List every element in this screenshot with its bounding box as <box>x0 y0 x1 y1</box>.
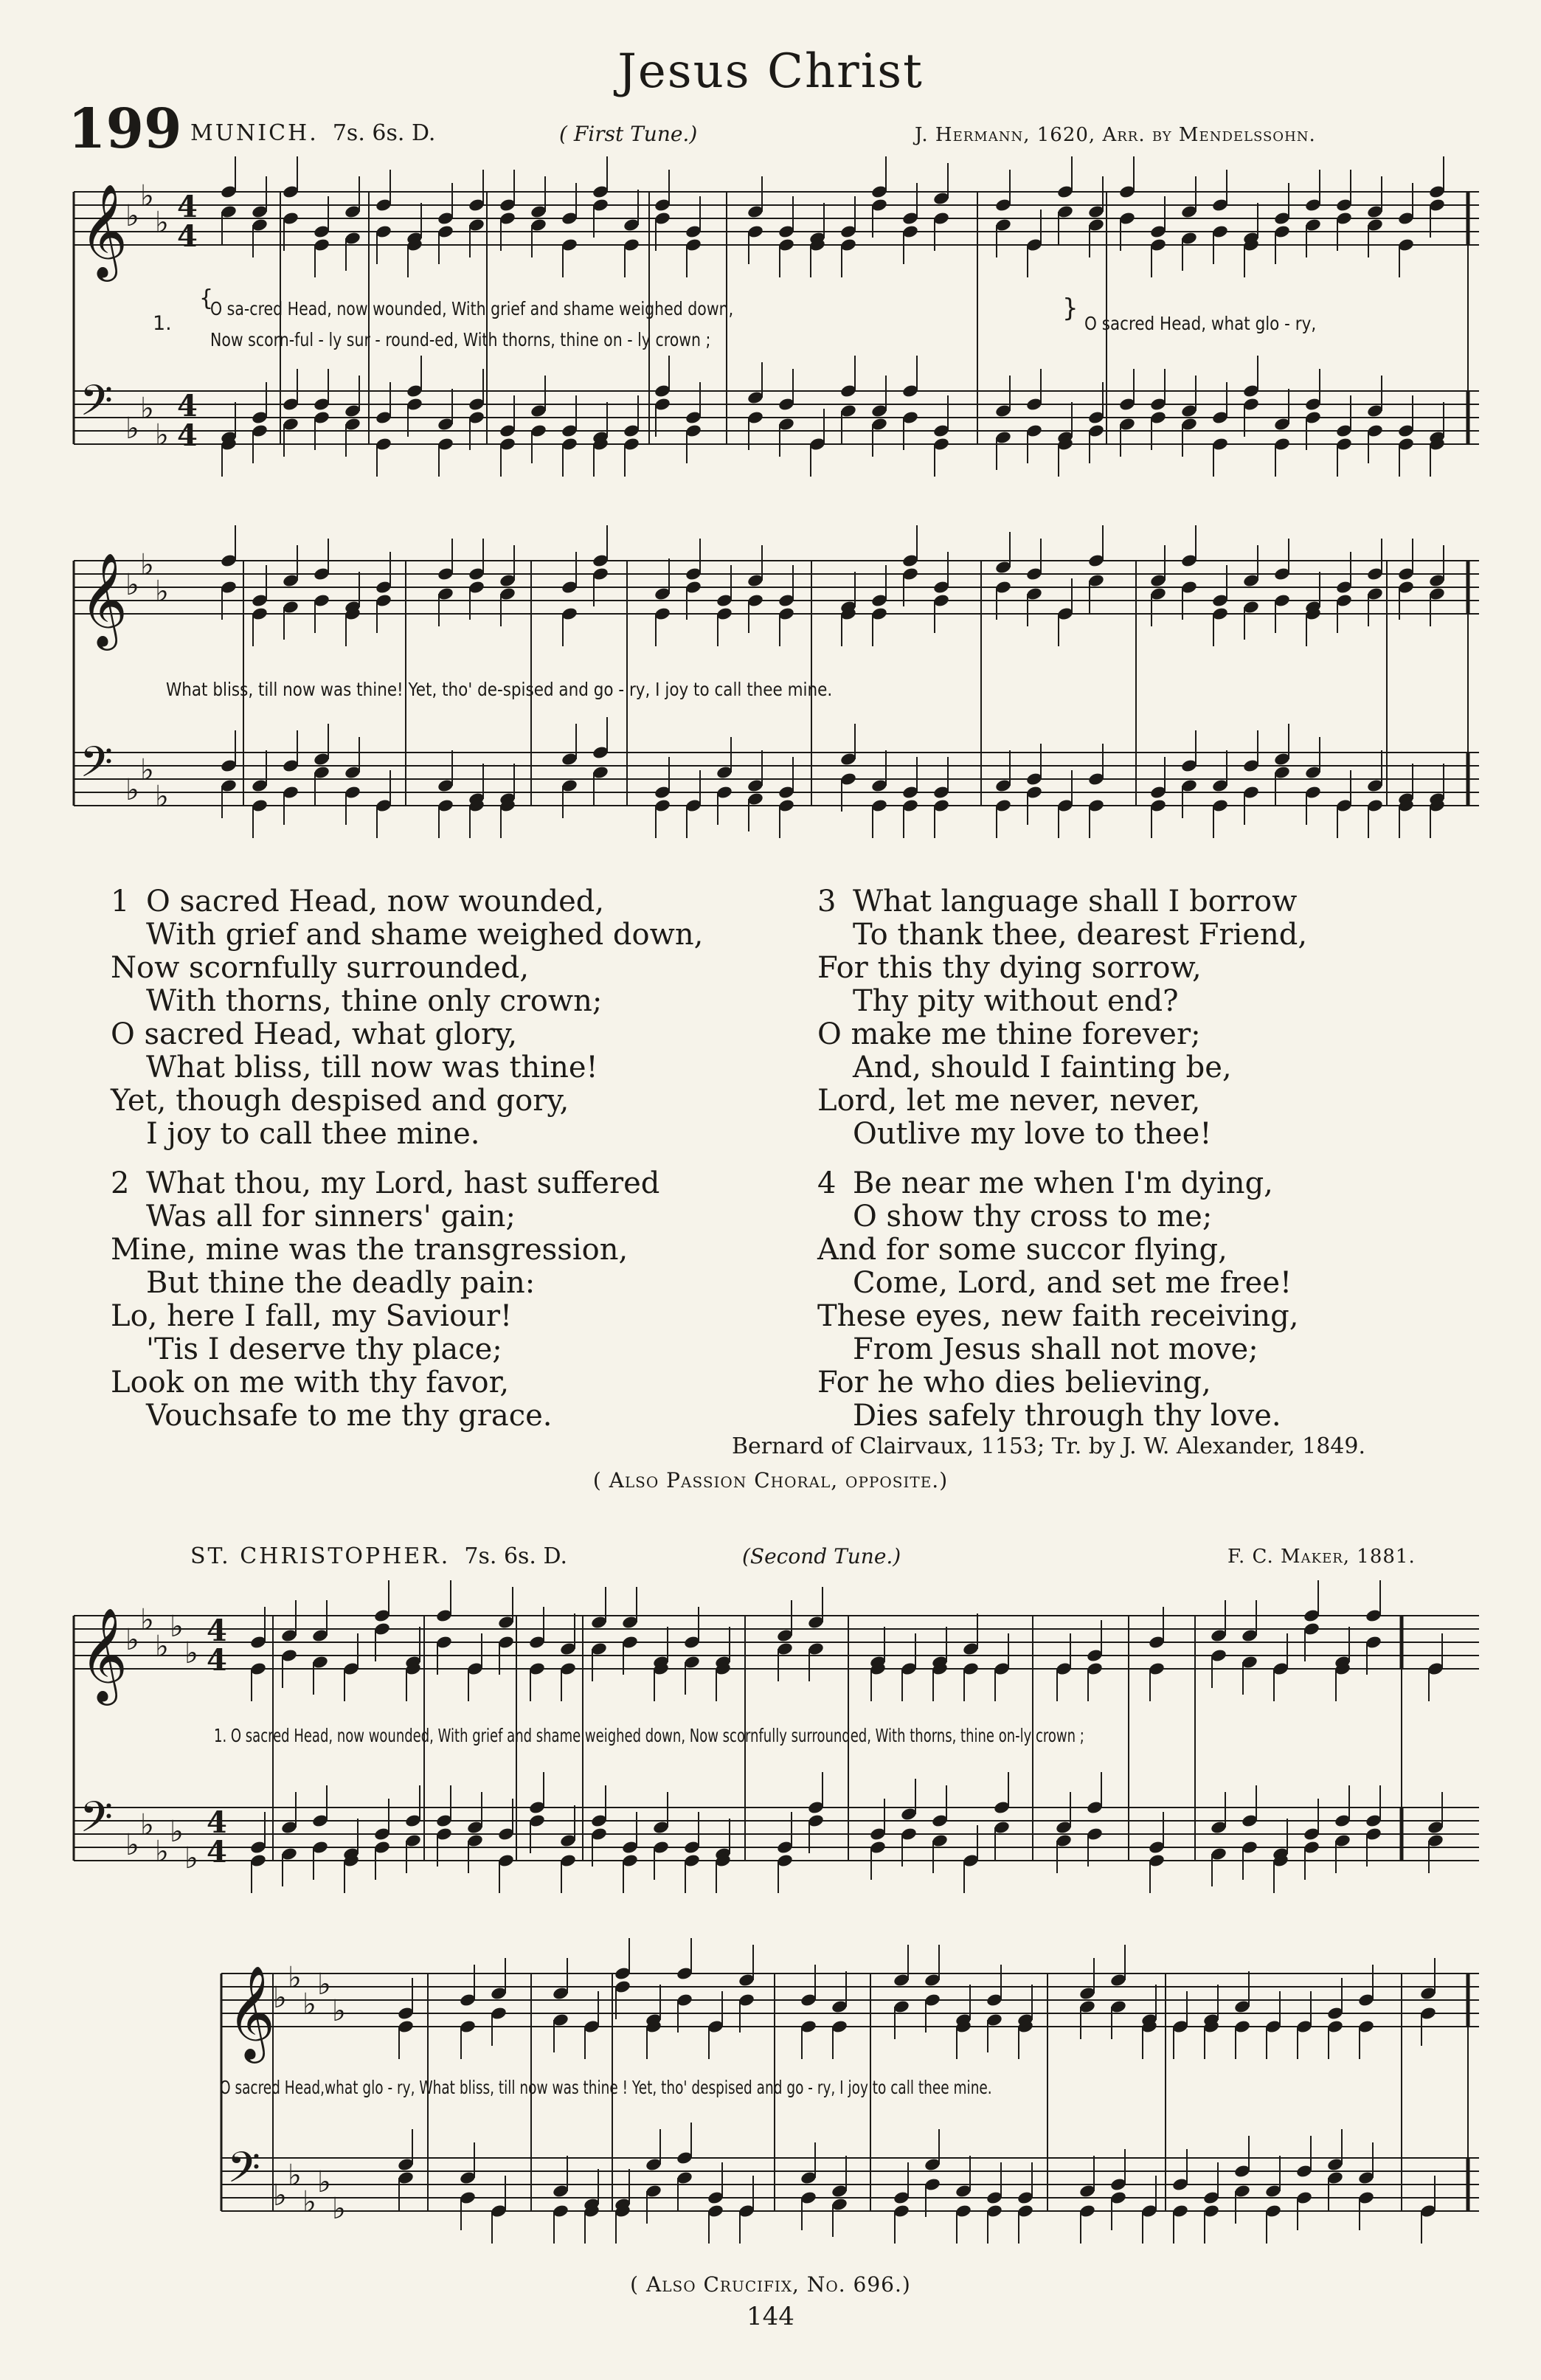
first-tune-verse-num: 1. <box>153 312 172 335</box>
staff-lines <box>221 1973 1479 2027</box>
bass-clef-icon: 𝄢 <box>80 1792 114 1853</box>
flat-icon: ♭ <box>125 773 139 807</box>
first-tune-lyric-1b: Now scorn-ful - ly sur - round-ed, With thorns, thine on - ly crown ; <box>210 329 711 350</box>
verse-line-text: O sacred Head, now wounded, <box>146 885 605 919</box>
verse-line <box>111 1085 703 1118</box>
second-tune-header <box>190 1543 567 1569</box>
verse-line-text: Thy pity without end? <box>853 984 1179 1018</box>
brace-open: { <box>199 286 214 311</box>
verse-line-text: Was all for sinners' gain; <box>146 1200 516 1234</box>
verse-line-text: These eyes, new faith receiving, <box>817 1299 1299 1333</box>
noteheads <box>397 1938 1437 2059</box>
verse-line <box>817 1366 1307 1400</box>
first-tune-system-1-bass <box>0 376 1541 465</box>
verse-line-text: With thorns, thine only crown; <box>146 984 603 1018</box>
flat-icon: ♭ <box>140 1603 154 1637</box>
flat-icon: ♭ <box>155 206 169 240</box>
verse-line <box>111 1333 703 1366</box>
flat-icon: ♭ <box>170 1610 184 1644</box>
verse-line-text: Come, Lord, and set me free! <box>853 1266 1292 1300</box>
verse-line <box>111 1400 703 1433</box>
verse-number: 3 <box>817 885 837 919</box>
flat-icon: ♭ <box>302 1988 316 2021</box>
flat-icon: ♭ <box>125 568 139 602</box>
verse-line-text: But thine the deadly pain: <box>146 1266 536 1300</box>
flat-icon: ♭ <box>140 548 154 582</box>
flat-icon: ♭ <box>273 2179 287 2213</box>
verse-line <box>817 952 1307 985</box>
verse-line <box>817 919 1307 952</box>
second-tune-system-1-bass <box>0 1793 1541 1881</box>
flat-icon: ♭ <box>155 1835 169 1869</box>
treble-clef-icon: 𝄞 <box>227 1965 276 2059</box>
flat-icon: ♭ <box>125 199 139 233</box>
verse-line <box>111 1118 703 1151</box>
time-signature-top: 4 <box>177 190 198 224</box>
treble-clef-icon: 𝄞 <box>80 552 128 646</box>
second-tune-meter: 7s. 6s. D. <box>464 1543 568 1569</box>
hymn-number: 199 <box>68 97 182 161</box>
flat-icon: ♭ <box>332 2192 346 2226</box>
flat-icon: ♭ <box>140 392 154 426</box>
flat-icon: ♭ <box>317 2165 331 2199</box>
verse-line <box>111 1200 703 1234</box>
flat-icon: ♭ <box>125 1623 139 1657</box>
verse-line-text: Yet, though despised and gory, <box>111 1084 569 1118</box>
flat-icon: ♭ <box>317 1968 331 2002</box>
flat-icon: ♭ <box>170 1815 184 1849</box>
verse-line <box>111 952 703 985</box>
verse-line <box>111 1018 703 1051</box>
verse-line <box>817 1267 1307 1300</box>
first-tune-meter: 7s. 6s. D. <box>332 120 436 146</box>
flat-icon: ♭ <box>140 179 154 213</box>
verse-line-text: Vouchsafe to me thy grace. <box>146 1399 553 1433</box>
time-signature-top: 4 <box>207 1613 227 1648</box>
also-passion-choral-note: ( Also Passion Choral, opposite.) <box>592 1468 949 1492</box>
noteheads <box>220 356 1446 477</box>
first-tune-lyric-1a: O sa-cred Head, now wounded, With grief and shame weighed down, <box>210 298 734 319</box>
verse-line-text: I joy to call thee mine. <box>146 1117 480 1151</box>
second-tune-system-2 <box>0 1959 1541 2059</box>
verse-line-text: O make me thine forever; <box>817 1017 1201 1051</box>
verse-line <box>111 1267 703 1300</box>
second-tune-credit: F. C. Maker, 1881. <box>1227 1546 1416 1568</box>
also-crucifix-note: ( Also Crucifix, No. 696.) <box>630 2272 911 2297</box>
text-attribution: Bernard of Clairvaux, 1153; Tr. by J. W. Alexander, 1849. <box>732 1433 1365 1459</box>
flat-icon: ♭ <box>155 780 169 814</box>
verse-line-text: And, should I fainting be, <box>853 1051 1232 1085</box>
verse-line <box>111 985 703 1018</box>
verse-line-text: Now scornfully surrounded, <box>111 951 530 985</box>
verse-number: 4 <box>817 1166 837 1200</box>
first-tune-system-1 <box>0 177 1541 277</box>
time-signature-bottom: 4 <box>207 1643 227 1678</box>
flat-icon: ♭ <box>184 1636 198 1670</box>
verse-line <box>111 885 703 919</box>
flat-icon: ♭ <box>288 1961 302 1995</box>
verse-line-text: What language shall I borrow <box>853 885 1298 919</box>
verses-right-column <box>817 885 1307 1449</box>
verse-line <box>817 1118 1307 1151</box>
verse-line <box>817 1234 1307 1267</box>
verse-4 <box>817 1167 1307 1433</box>
second-tune-lyric-2: O sacred Head,what glo - ry, What bliss, till now was thine ! Yet, tho' despised and go - ry, I joy to call thee mine. <box>220 2077 992 2098</box>
second-tune-lyric-1: 1. O sacred Head, now wounded, With grief and shame weighed down, Now scornfully surrounded, With thorns, thine on-ly crown ; <box>214 1725 1084 1746</box>
flat-icon: ♭ <box>155 1630 169 1664</box>
staff-lines <box>74 1616 1479 1669</box>
verse-3 <box>817 885 1307 1151</box>
section-title: Jesus Christ <box>617 44 924 99</box>
first-tune-note: ( First Tune.) <box>559 122 698 146</box>
noteheads <box>220 525 1446 646</box>
verse-line-text: With grief and shame weighed down, <box>146 918 704 952</box>
bass-clef-icon: 𝄢 <box>80 376 114 436</box>
verse-line <box>111 1366 703 1400</box>
second-tune-system-1 <box>0 1601 1541 1701</box>
verse-line <box>111 919 703 952</box>
flat-icon: ♭ <box>155 575 169 609</box>
time-signature-bottom: 4 <box>177 418 198 453</box>
verse-line-text: For he who dies believing, <box>817 1366 1211 1400</box>
time-signature-top: 4 <box>177 389 198 423</box>
verse-line-text: O show thy cross to me; <box>853 1200 1213 1234</box>
flat-icon: ♭ <box>273 1981 287 2015</box>
verse-line <box>111 1167 703 1200</box>
noteheads <box>220 717 1446 838</box>
flat-icon: ♭ <box>302 2185 316 2219</box>
verse-line-text: What bliss, till now was thine! <box>146 1051 598 1085</box>
verse-line <box>817 1333 1307 1366</box>
verse-line-text: From Jesus shall not move; <box>853 1332 1258 1366</box>
flat-icon: ♭ <box>184 1841 198 1875</box>
verses-left-column <box>111 885 703 1449</box>
noteheads <box>249 1580 1444 1701</box>
verse-line-text: Outlive my love to thee! <box>853 1117 1212 1151</box>
verse-line-text: And for some succor flying, <box>817 1233 1227 1267</box>
noteheads <box>397 2123 1437 2244</box>
verse-line <box>817 1300 1307 1333</box>
flat-icon: ♭ <box>125 1828 139 1862</box>
flat-icon: ♭ <box>332 1994 346 2028</box>
first-tune-lyric-2: What bliss, till now was thine! Yet, tho' de-spised and go - ry, I joy to call thee mine. <box>166 679 833 700</box>
verse-line-text: Dies safely through thy love. <box>853 1399 1281 1433</box>
bass-clef-icon: 𝄢 <box>227 2142 261 2203</box>
verse-line <box>111 1051 703 1085</box>
second-tune-note: (Second Tune.) <box>742 1544 901 1568</box>
verse-line-text: 'Tis I deserve thy place; <box>146 1332 502 1366</box>
second-tune-name: ST. CHRISTOPHER. <box>190 1543 451 1569</box>
noteheads <box>220 156 1446 277</box>
verse-line <box>817 1051 1307 1085</box>
verse-line-text: Lord, let me never, never, <box>817 1084 1201 1118</box>
first-tune-header <box>190 120 435 146</box>
verse-line <box>817 885 1307 919</box>
first-tune-system-2-bass <box>0 738 1541 826</box>
first-tune-system-2 <box>0 546 1541 646</box>
flat-icon: ♭ <box>155 418 169 452</box>
bass-clef-icon: 𝄢 <box>80 737 114 798</box>
verse-1 <box>111 885 703 1151</box>
page-number: 144 <box>747 2302 794 2331</box>
verse-line <box>817 1018 1307 1051</box>
verse-line <box>111 1234 703 1267</box>
verse-line-text: For this thy dying sorrow, <box>817 951 1202 985</box>
verse-line <box>817 1085 1307 1118</box>
verse-line <box>817 1400 1307 1433</box>
time-signature-top: 4 <box>207 1805 227 1840</box>
flat-icon: ♭ <box>140 1808 154 1842</box>
flat-icon: ♭ <box>140 753 154 787</box>
time-signature-bottom: 4 <box>177 219 198 254</box>
verse-line-text: Lo, here I fall, my Saviour! <box>111 1299 513 1333</box>
verse-line-text: What thou, my Lord, hast suffered <box>146 1166 660 1200</box>
flat-icon: ♭ <box>288 2159 302 2193</box>
verse-2 <box>111 1167 703 1433</box>
second-tune-system-2-bass <box>0 2143 1541 2232</box>
verse-line-text: O sacred Head, what glory, <box>111 1017 518 1051</box>
verse-line <box>817 1167 1307 1200</box>
verse-line-text: To thank thee, dearest Friend, <box>853 918 1308 952</box>
noteheads <box>249 1772 1444 1893</box>
verse-line-text: Look on me with thy favor, <box>111 1366 510 1400</box>
first-tune-name: MUNICH. <box>190 120 319 146</box>
verse-number: 1 <box>111 885 130 919</box>
verse-line <box>111 1300 703 1333</box>
treble-clef-icon: 𝄞 <box>80 1607 128 1701</box>
first-tune-credit: J. Hermann, 1620, Arr. by Mendelssohn. <box>915 124 1316 146</box>
flat-icon: ♭ <box>125 412 139 446</box>
time-signature-bottom: 4 <box>207 1835 227 1869</box>
verse-number: 2 <box>111 1166 130 1200</box>
first-tune-lyric-1c: O sacred Head, what glo - ry, <box>1084 313 1317 334</box>
verse-line-text: Be near me when I'm dying, <box>853 1166 1273 1200</box>
verse-line <box>817 1200 1307 1234</box>
brace-close: } <box>1062 294 1078 323</box>
verse-line <box>817 985 1307 1018</box>
verse-line-text: Mine, mine was the transgression, <box>111 1233 628 1267</box>
treble-clef-icon: 𝄞 <box>80 183 128 277</box>
